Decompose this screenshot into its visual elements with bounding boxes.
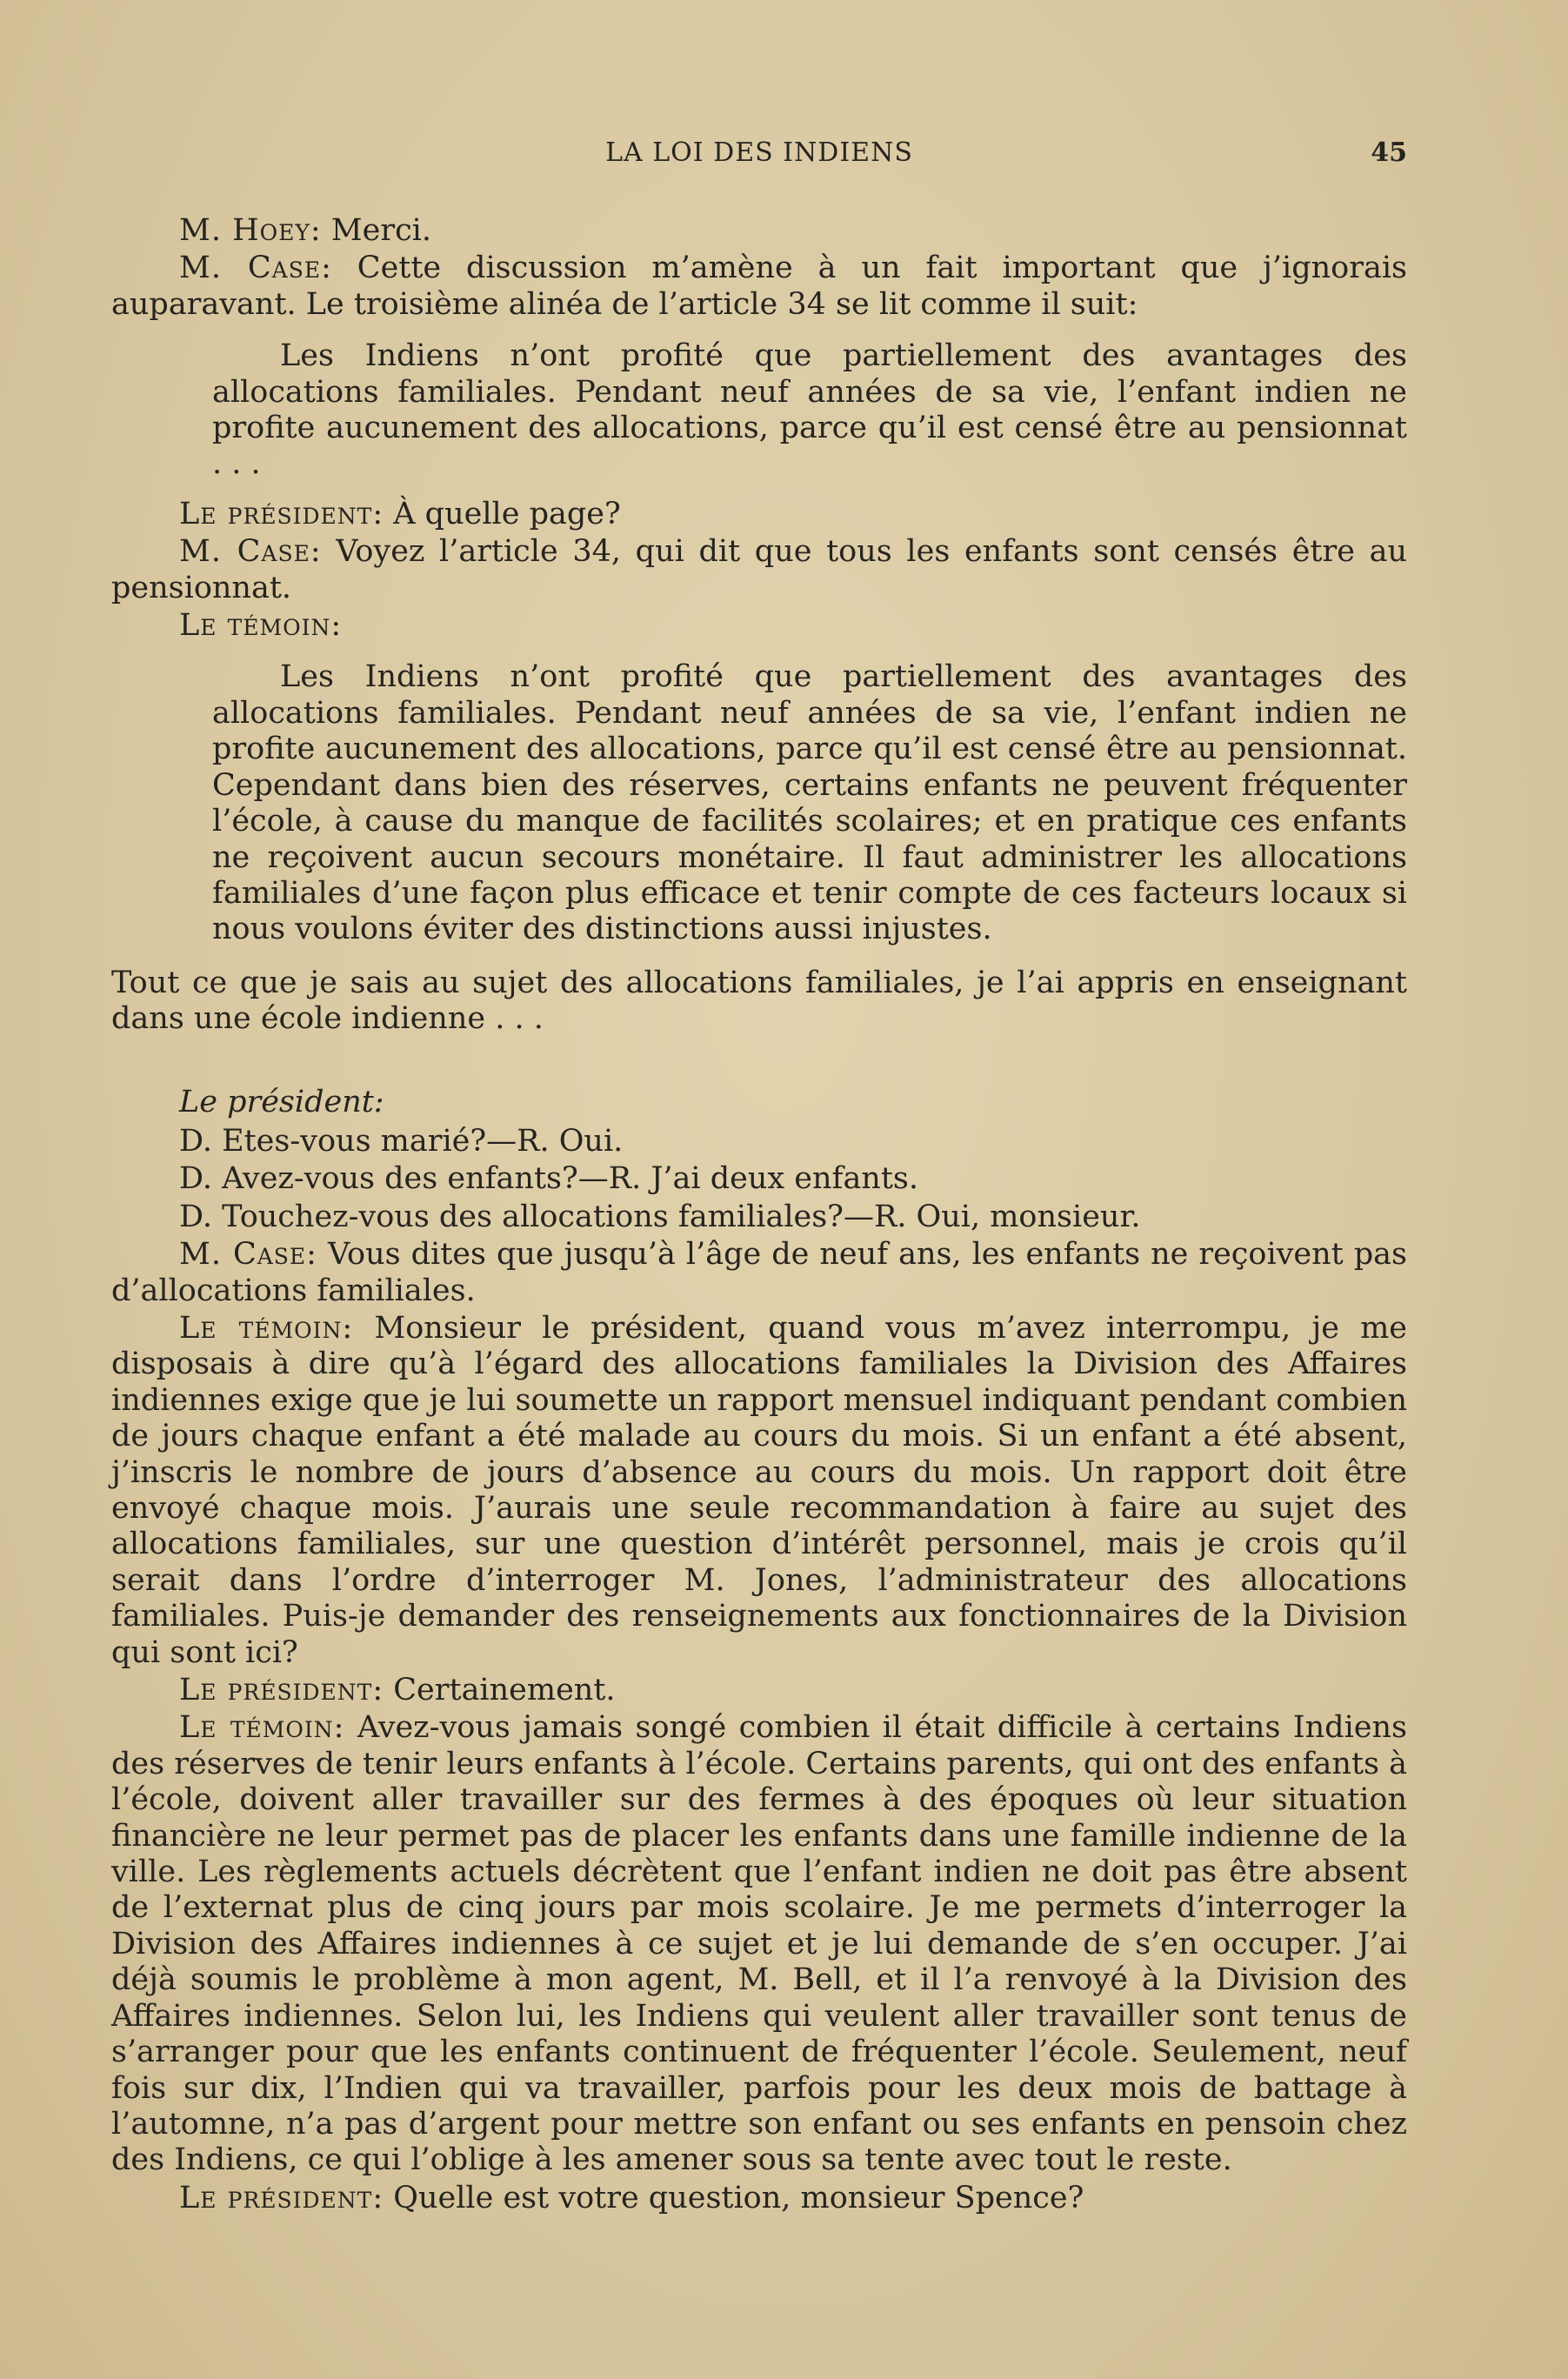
question-answer-line: D. Touchez-vous des allocations familiales?—R. Oui, monsieur. [179, 1199, 1141, 1234]
block-quote: Les Indiens n’ont profité que partiellement des avantages des allocations familiales. Pendant neuf années de sa vie, l’enfant indien ne profite aucunement des allocations, parce qu’il est censé être au pensionnat. Cependant dans bien des réserves, certains enfants ne peuvent fréquenter l’école, à cause du manque de facilités scolaires; et en pratique ces enfants ne reçoivent aucun secours monétaire. Il faut administrer les allocations familiales d’une façon plus efficace et tenir compte de ces facteurs locaux si nous voulons éviter des distinctions aussi injustes. [212, 659, 1407, 947]
paragraph [111, 608, 1407, 644]
paragraph [111, 1673, 1407, 1708]
speaker-label: Le président: [179, 1673, 384, 1708]
speaker-label: M. Case: [179, 1237, 317, 1273]
speech-text: Avez-vous jamais songé combien il était difficile à certains Indiens des réserves de tenir leurs enfants à l’école. Certains parents, qui ont des enfants à l’école, doivent aller travailler sur des fermes à des époques où leur situation financière ne leur permet pas de placer les enfants dans une famille indienne de la ville. Les règlements actuels décrètent que l’enfant indien ne doit pas être absent de l’externat plus de cinq jours par mois scolaire. Je me permets d’interroger la Division des Affaires indiennes à ce sujet et je lui demande de s’en occuper. J’ai déjà soumis le problème à mon agent, M. Bell, et il l’a renvoyé à la Division des Affaires indiennes. Selon lui, les Indiens qui veulent aller travailler sont tenus de s’arranger pour que les enfants continuent de fréquenter l’école. Seulement, neuf fois sur dix, l’Indien qui va travailler, parfois pour les deux mois de battage à l’automne, n’a pas d’argent pour mettre son enfant ou ses enfants en pensoin chez des Indiens, ce qui l’oblige à les amener sous sa tente avec tout le reste. [111, 1710, 1407, 2178]
paragraph [111, 1237, 1407, 1309]
question-answer-line: D. Avez-vous des enfants?—R. J’ai deux enfants. [179, 1161, 918, 1197]
speech-text: Quelle est votre question, monsieur Spence? [384, 2180, 1084, 2215]
paragraph [111, 213, 1407, 249]
speech-text: Certainement. [384, 1673, 616, 1708]
paragraph [111, 1710, 1407, 2178]
speech-text: Cette discussion m’amène à un fait important que j’ignorais auparavant. Le troisième alinéa de l’article 34 se lit comme il suit: [111, 251, 1407, 322]
speaker-label: M. Case: [179, 251, 332, 286]
speech-text: Monsieur le président, quand vous m’avez interrompu, je me disposais à dire qu’à l’égard des allocations familiales la Division des Affaires indiennes exige que je lui soumette un rapport mensuel indiquant pendant combien de jours chaque enfant a été malade au cours du mois. Si un enfant a été absent, j’inscris le nombre de jours d’absence au cours du mois. Un rapport doit être envoyé chaque mois. J’aurais une seule recommandation à faire au sujet des allocations familiales, sur une question d’intérêt personnel, mais je crois qu’il serait dans l’ordre d’interroger M. Jones, l’administrateur des allocations familiales. Puis-je demander des renseignements aux fonctionnaires de la Division qui sont ici? [111, 1310, 1407, 1670]
section-speaker-heading: Le président: [179, 1084, 384, 1119]
speaker-label: Le président: [179, 2180, 384, 2215]
speech-text: À quelle page? [384, 496, 621, 531]
speaker-label: Le témoin: [179, 608, 343, 644]
running-title: LA LOI DES INDIENS [605, 137, 913, 168]
paragraph [111, 497, 1407, 532]
paragraph [111, 2181, 1407, 2216]
block-quote: Les Indiens n’ont profité que partiellement des avantages des allocations familiales. Pendant neuf années de sa vie, l’enfant indien ne profite aucunement des allocations, parce qu’il est censé être au pensionnat . . . [212, 338, 1407, 482]
speaker-label: M. Hoey: [179, 213, 322, 248]
speaker-label: Le témoin: [179, 1310, 354, 1346]
speaker-label: Le témoin: [179, 1710, 345, 1746]
page-number: 45 [1371, 137, 1407, 168]
speaker-label: Le président: [179, 496, 384, 531]
running-header [111, 137, 1407, 177]
paragraph [111, 534, 1407, 606]
speech-text: Vous dites que jusqu’à l’âge de neuf ans, les enfants ne reçoivent pas d’allocations familiales. [111, 1237, 1407, 1308]
speech-text: Merci. [321, 213, 431, 248]
paragraph [111, 251, 1407, 323]
paragraph: Tout ce que je sais au sujet des allocations familiales, je l’ai appris en enseignant dans une école indienne . . . [111, 965, 1407, 1037]
question-answer-line: D. Etes-vous marié?—R. Oui. [179, 1123, 624, 1159]
speaker-label: M. Case: [179, 534, 322, 570]
speech-text: Voyez l’article 34, qui dit que tous les enfants sont censés être au pensionnat. [111, 534, 1407, 605]
paragraph [111, 1311, 1407, 1671]
body-text [111, 213, 1407, 2218]
